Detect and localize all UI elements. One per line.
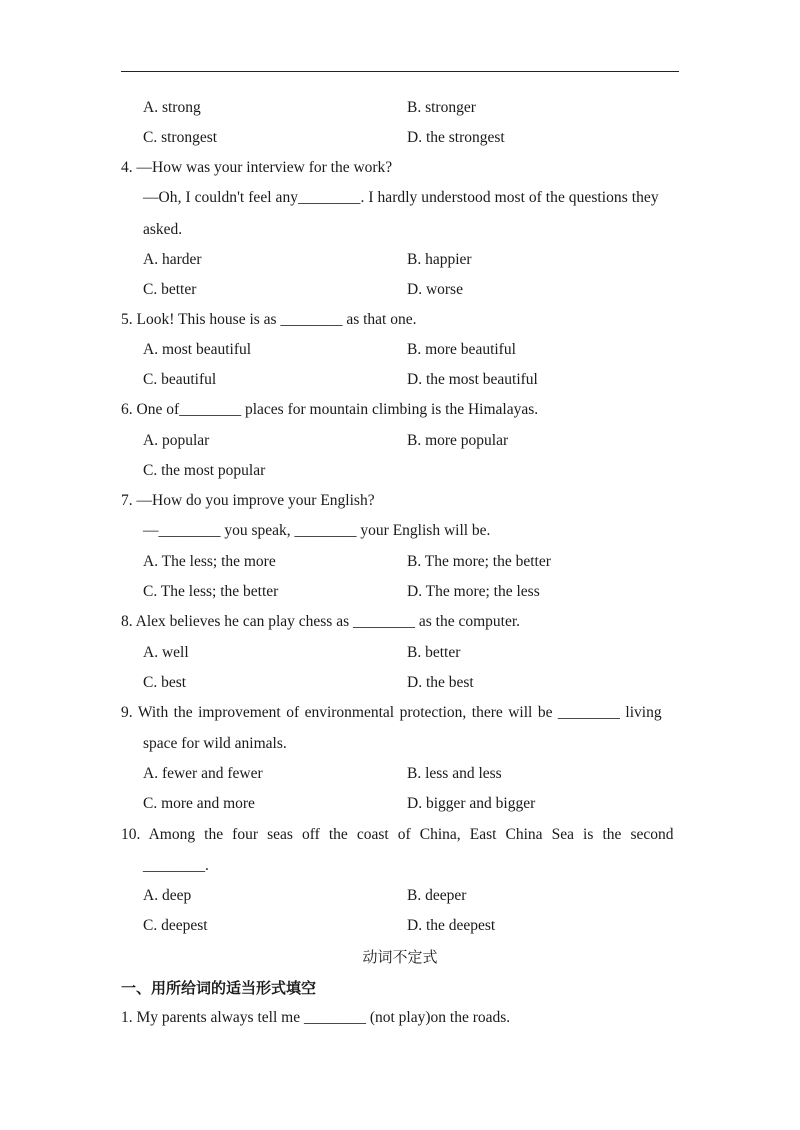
q3-option-d: D. the strongest (407, 129, 505, 146)
header-rule (121, 71, 679, 72)
q10-option-d: D. the deepest (407, 917, 496, 934)
q8-option-a: A. well (143, 644, 189, 661)
q9-option-c: C. more and more (143, 795, 255, 812)
q6-stem: 6. One of________ places for mountain climbing is the Himalayas. (121, 401, 539, 418)
q6-option-a: A. popular (143, 432, 210, 449)
q4-option-b: B. happier (407, 251, 472, 268)
q4-line-2: —Oh, I couldn't feel any________. I hardly understood most of the questions they (143, 189, 659, 206)
q7-option-d: D. The more; the less (407, 583, 540, 600)
q4-line-3: asked. (143, 221, 183, 238)
q7-line-2: —________ you speak, ________ your English will be. (143, 522, 491, 539)
q10-stem: 10. Among the four seas off the coast of China, East China Sea is the second (121, 826, 674, 843)
q7-option-b: B. The more; the better (407, 553, 551, 570)
q5-option-b: B. more beautiful (407, 341, 516, 358)
q8-option-b: B. better (407, 644, 461, 661)
section-heading: 一、用所给词的适当形式填空 (121, 979, 317, 997)
section-title: 动词不定式 (362, 948, 438, 966)
q6-option-b: B. more popular (407, 432, 509, 449)
q3-option-a: A. strong (143, 99, 201, 116)
q8-option-d: D. the best (407, 674, 474, 691)
q5-option-a: A. most beautiful (143, 341, 252, 358)
q3-option-b: B. stronger (407, 99, 476, 116)
q9-stem: 9. With the improvement of environmental protection, there will be ________ living (121, 704, 662, 721)
q4-option-a: A. harder (143, 251, 202, 268)
q7-stem: 7. —How do you improve your English? (121, 492, 375, 509)
q7-option-c: C. The less; the better (143, 583, 279, 600)
q4-option-c: C. better (143, 281, 197, 298)
q9-option-a: A. fewer and fewer (143, 765, 263, 782)
q10-option-a: A. deep (143, 887, 192, 904)
q8-stem: 8. Alex believes he can play chess as ________ as the computer. (121, 613, 521, 630)
q10-option-b: B. deeper (407, 887, 467, 904)
q9-option-d: D. bigger and bigger (407, 795, 536, 812)
q5-stem: 5. Look! This house is as ________ as that one. (121, 311, 417, 328)
q9-line-2: space for wild animals. (143, 735, 287, 752)
fill-item-1: 1. My parents always tell me ________ (not play)on the roads. (121, 1009, 511, 1026)
q10-option-c: C. deepest (143, 917, 208, 934)
q9-option-b: B. less and less (407, 765, 502, 782)
q5-option-d: D. the most beautiful (407, 371, 538, 388)
q4-stem: 4. —How was your interview for the work? (121, 159, 393, 176)
q3-option-c: C. strongest (143, 129, 218, 146)
q5-option-c: C. beautiful (143, 371, 217, 388)
q10-line-2: ________. (143, 857, 209, 874)
q7-option-a: A. The less; the more (143, 553, 276, 570)
q8-option-c: C. best (143, 674, 187, 691)
q4-option-d: D. worse (407, 281, 463, 298)
q6-option-c: C. the most popular (143, 462, 266, 479)
